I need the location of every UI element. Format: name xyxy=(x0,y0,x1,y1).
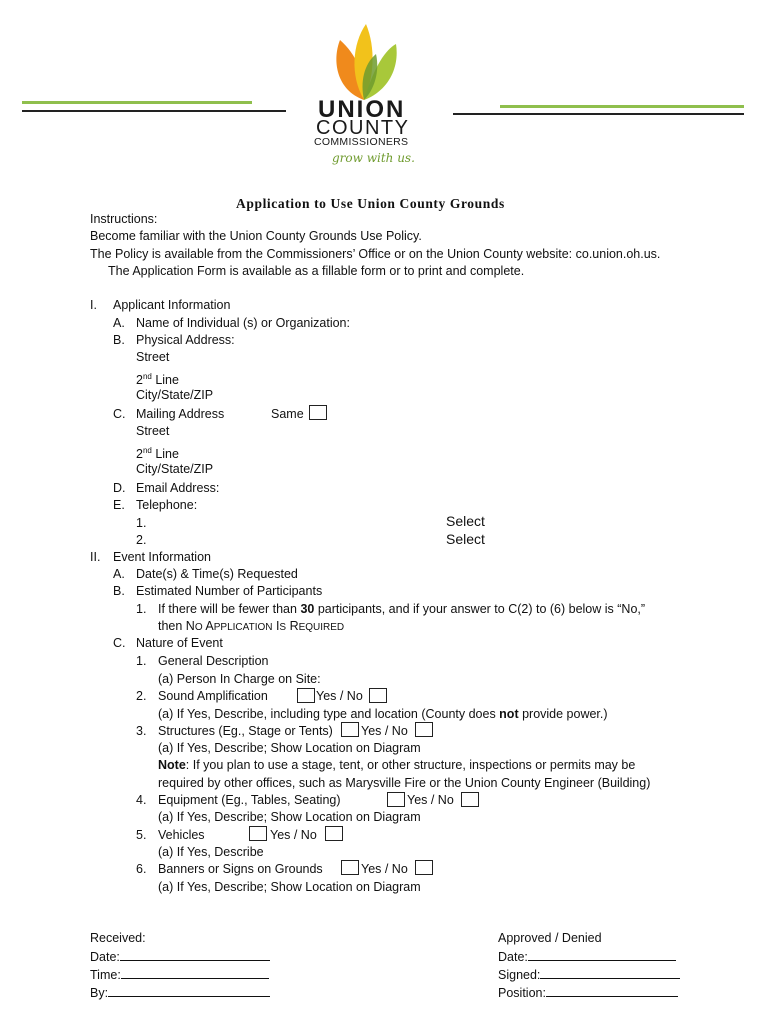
section-1-title: Applicant Information xyxy=(113,298,231,312)
same-label: Same xyxy=(271,407,304,421)
logo-tagline: grow with us. xyxy=(332,151,415,165)
equipment-yes-no-label: Yes / No xyxy=(407,793,454,807)
item-c-number: C. xyxy=(113,407,126,421)
c3-number: 3. xyxy=(136,724,147,738)
instructions-line-1: Become familiar with the Union County Grounds Use Policy. xyxy=(90,229,422,243)
c3-note-line1: Note: If you plan to use a stage, tent, or other structure, inspections or permits may be xyxy=(158,758,636,772)
structures-yes-no-label: Yes / No xyxy=(361,724,408,738)
header-rule-right-dark xyxy=(453,113,744,115)
sound-yes-no-label: Yes / No xyxy=(316,689,363,703)
c1-number: 1. xyxy=(136,654,147,668)
phone-2-number: 2. xyxy=(136,533,147,547)
physical-street-label: Street xyxy=(136,350,170,364)
mailing-citystatezip-label: City/State/ZIP xyxy=(136,462,214,476)
vehicles-yes-no-label: Yes / No xyxy=(270,828,317,842)
c6a-label: (a) If Yes, Describe; Show Location on Diagram xyxy=(158,880,421,894)
same-as-physical-checkbox[interactable] xyxy=(309,405,327,420)
mailing-line2-label: 2nd Line xyxy=(136,446,179,462)
structures-yes-checkbox[interactable] xyxy=(341,722,359,737)
event-a-label: Date(s) & Time(s) Requested xyxy=(136,567,298,581)
phone-2-type-select[interactable]: Select xyxy=(446,531,485,547)
phone-1-number: 1. xyxy=(136,516,147,530)
equipment-yes-checkbox[interactable] xyxy=(387,792,405,807)
c2-number: 2. xyxy=(136,689,147,703)
approval-date-row: Date: xyxy=(498,948,676,965)
item-e-number: E. xyxy=(113,498,125,512)
received-time-row: Time: xyxy=(90,966,269,983)
c3-note-line2: required by other offices, such as Marysville Fire or the Union County Engineer (Building) xyxy=(158,776,651,790)
header-rule-right-green xyxy=(500,105,744,108)
event-b1-text-line2: then NO APPLICATION IS REQUIRED xyxy=(158,619,345,633)
section-2-title: Event Information xyxy=(113,550,211,564)
instructions-heading: Instructions: xyxy=(90,212,158,226)
phone-1-type-select[interactable]: Select xyxy=(446,513,485,529)
event-b-label: Estimated Number of Participants xyxy=(136,584,323,598)
item-b-label: Physical Address: xyxy=(136,333,235,347)
logo-commissioners: COMMISSIONERS xyxy=(314,136,409,148)
logo-county: COUNTY xyxy=(316,117,410,139)
approval-position-line[interactable] xyxy=(546,984,678,997)
c4-label: Equipment (Eg., Tables, Seating) xyxy=(158,793,341,807)
approval-status-label: Approved / Denied xyxy=(498,931,602,945)
received-time-line[interactable] xyxy=(121,966,269,979)
event-a-number: A. xyxy=(113,567,125,581)
c5-label: Vehicles xyxy=(158,828,205,842)
c4a-label: (a) If Yes, Describe; Show Location on Diagram xyxy=(158,810,421,824)
item-c-label: Mailing Address xyxy=(136,407,225,421)
item-a-number: A. xyxy=(113,316,125,330)
received-label: Received: xyxy=(90,931,146,945)
item-b-number: B. xyxy=(113,333,125,347)
received-date-line[interactable] xyxy=(120,948,270,961)
item-e-label: Telephone: xyxy=(136,498,198,512)
approval-position-row: Position: xyxy=(498,984,678,1001)
leaf-logo-icon xyxy=(330,20,400,102)
vehicles-no-checkbox[interactable] xyxy=(325,826,343,841)
event-c-label: Nature of Event xyxy=(136,636,223,650)
vehicles-yes-checkbox[interactable] xyxy=(249,826,267,841)
c6-number: 6. xyxy=(136,862,147,876)
c4-number: 4. xyxy=(136,793,147,807)
equipment-no-checkbox[interactable] xyxy=(461,792,479,807)
physical-citystatezip-label: City/State/ZIP xyxy=(136,388,214,402)
sound-no-checkbox[interactable] xyxy=(369,688,387,703)
banners-no-checkbox[interactable] xyxy=(415,860,433,875)
received-date-row: Date: xyxy=(90,948,270,965)
received-by-row: By: xyxy=(90,984,270,1001)
c5a-label: (a) If Yes, Describe xyxy=(158,845,264,859)
item-d-number: D. xyxy=(113,481,126,495)
event-b1-text: If there will be fewer than 30 participants, and if your answer to C(2) to (6) below is “No,” xyxy=(158,602,646,616)
header-rule-left-green xyxy=(22,101,252,104)
section-2-number: II. xyxy=(90,550,101,564)
logo-union: UNION xyxy=(318,96,406,123)
event-b-number: B. xyxy=(113,584,125,598)
approval-signed-row: Signed: xyxy=(498,966,680,983)
c2-label: Sound Amplification xyxy=(158,689,268,703)
physical-line2-label: 2nd Line xyxy=(136,372,179,388)
instructions-line-2: The Policy is available from the Commissioners’ Office or on the Union County website: co.union.oh.us. xyxy=(90,247,661,261)
instructions-line-3: The Application Form is available as a fillable form or to print and complete. xyxy=(108,264,525,278)
c1-label: General Description xyxy=(158,654,269,668)
c5-number: 5. xyxy=(136,828,147,842)
c3-label: Structures (Eg., Stage or Tents) xyxy=(158,724,333,738)
c6-label: Banners or Signs on Grounds xyxy=(158,862,323,876)
event-b1-number: 1. xyxy=(136,602,147,616)
c2a-label: (a) If Yes, Describe, including type and location (County does not provide power.) xyxy=(158,707,608,721)
c1a-label: (a) Person In Charge on Site: xyxy=(158,672,321,686)
approval-date-line[interactable] xyxy=(528,948,676,961)
item-d-label: Email Address: xyxy=(136,481,220,495)
banners-yes-checkbox[interactable] xyxy=(341,860,359,875)
received-by-line[interactable] xyxy=(108,984,270,997)
c3a-label: (a) If Yes, Describe; Show Location on Diagram xyxy=(158,741,421,755)
approval-signed-line[interactable] xyxy=(540,966,680,979)
header-rule-left-dark xyxy=(22,110,286,112)
mailing-street-label: Street xyxy=(136,424,170,438)
section-1-number: I. xyxy=(90,298,97,312)
item-a-label: Name of Individual (s) or Organization: xyxy=(136,316,350,330)
event-c-number: C. xyxy=(113,636,126,650)
sound-yes-checkbox[interactable] xyxy=(297,688,315,703)
banners-yes-no-label: Yes / No xyxy=(361,862,408,876)
page-title: Application to Use Union County Grounds xyxy=(236,196,505,211)
structures-no-checkbox[interactable] xyxy=(415,722,433,737)
